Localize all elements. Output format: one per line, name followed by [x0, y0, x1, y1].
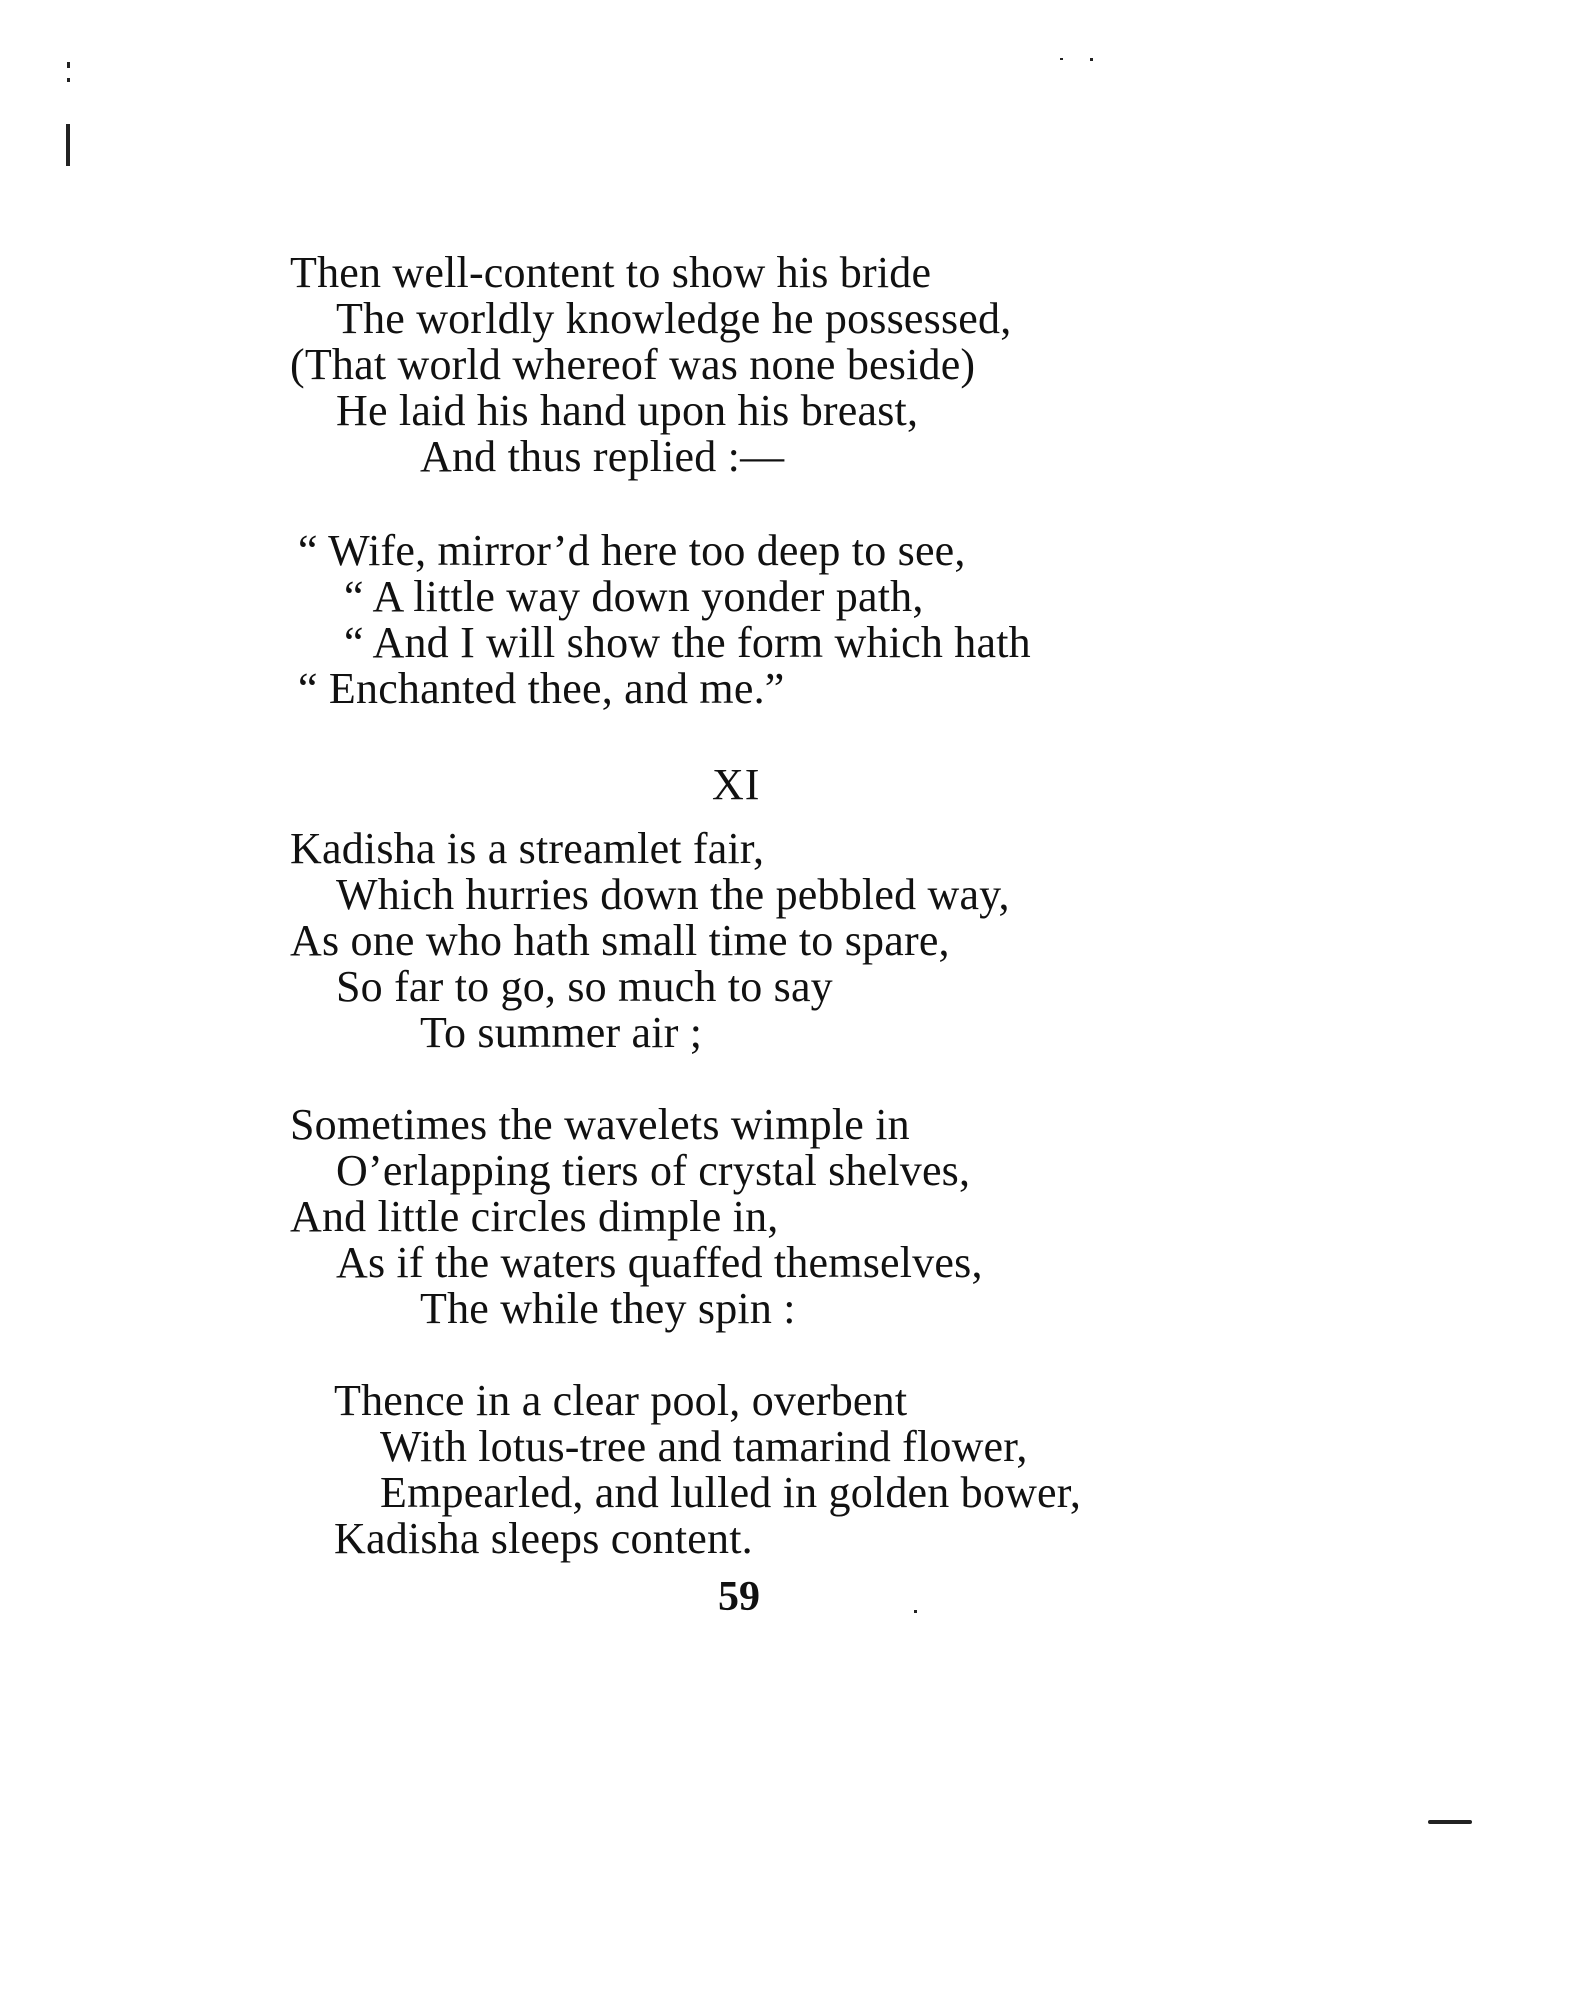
poem-line: The worldly knowledge he possessed,: [336, 294, 1012, 343]
poem-line: O’erlapping tiers of crystal shelves,: [336, 1146, 971, 1195]
scan-speck: [67, 78, 70, 82]
poem-line: “ Wife, mirror’d here too deep to see,: [298, 526, 966, 575]
scan-speck: [914, 1610, 917, 1613]
poem-line: To summer air ;: [420, 1008, 703, 1057]
poem-line: “ A little way down yonder path,: [344, 572, 924, 621]
poem-line: (That world whereof was none beside): [290, 340, 976, 389]
section-heading: XI: [712, 760, 761, 809]
poem-line: Empearled, and lulled in golden bower,: [380, 1468, 1082, 1517]
poem-line: Kadisha sleeps content.: [334, 1514, 753, 1563]
poem-line: Sometimes the wavelets wimple in: [290, 1100, 910, 1149]
poem-line: Then well-content to show his bride: [290, 248, 932, 297]
scan-speck: [67, 62, 70, 68]
poem-line: And thus replied :—: [420, 432, 785, 481]
poem-line: Which hurries down the pebbled way,: [336, 870, 1010, 919]
poem-line: As one who hath small time to spare,: [290, 916, 950, 965]
scan-speck: [1060, 58, 1063, 60]
poem-line: “ Enchanted thee, and me.”: [298, 664, 785, 713]
poem-line: So far to go, so much to say: [336, 962, 833, 1011]
page-number: 59: [718, 1574, 760, 1620]
scan-mark: [66, 124, 70, 166]
poem-line: He laid his hand upon his breast,: [336, 386, 919, 435]
scan-speck: [1090, 58, 1093, 61]
poem-line: The while they spin :: [420, 1284, 796, 1333]
poem-line: “ And I will show the form which hath: [344, 618, 1031, 667]
poem-line: Thence in a clear pool, overbent: [334, 1376, 908, 1425]
poem-line: With lotus-tree and tamarind flower,: [380, 1422, 1028, 1471]
poem-line: Kadisha is a streamlet fair,: [290, 824, 765, 873]
poem-line: And little circles dimple in,: [290, 1192, 779, 1241]
poem-line: As if the waters quaffed themselves,: [336, 1238, 983, 1287]
scan-dash: [1428, 1820, 1472, 1824]
